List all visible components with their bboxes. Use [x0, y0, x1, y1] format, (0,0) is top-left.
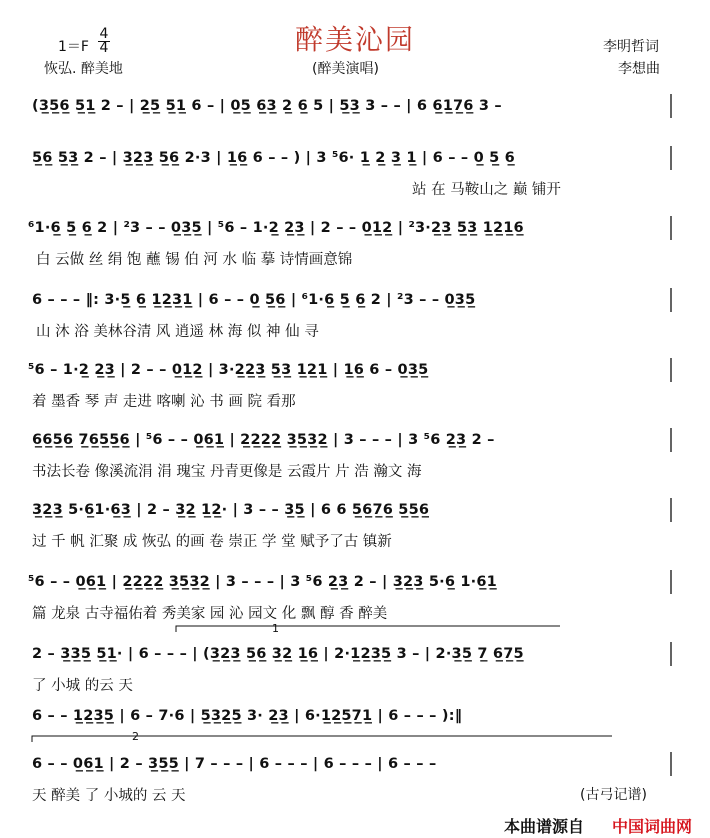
time-signature — [98, 28, 110, 55]
score-line-5-notes: ⁵6 – 1·2̲ 2̲3̲ | 2 – – 0̲1̲2̲ | 3·2̲2̲3̲ 5̲3̲ 1̲2̲1̲ | 1̲6̲ 6 – 0̲3̲5̲ — [28, 362, 429, 378]
time-signature-top: 4 — [99, 26, 109, 42]
score-line-8-lyrics: 篇 龙泉 古寺福佑着 秀美家 园 沁 园文 化 飘 醇 香 醉美 — [32, 606, 388, 622]
score-line-9-notes: 2 – 3̲3̲5̲ 5̲1̲· | 6 – – – | (3̲2̲3̲ 5̲6̲ 3̲2̲ 1̲6̲ | 2·1̲2̲3̲5̲ 3 – | 2·3̲5̲ 7̲ 6̲7̲5̲ — [32, 646, 524, 662]
time-signature-bottom: 4 — [99, 40, 109, 56]
score-line-3-lyrics: 白 云做 丝 绢 饱 蘸 锡 伯 河 水 临 摹 诗情画意锦 — [36, 252, 353, 268]
score-line-11-notes: 6 – – 0̲6̲1̲ | 2 – 3̲5̲5̲ | 7 – – – | 6 – – – | 6 – – – | 6 – – – — [32, 756, 437, 772]
score-line-11-lyrics: 天 醉美 了 小城的 云 天 — [32, 788, 186, 804]
score-line-8-notes: ⁵6 – – 0̲6̲1̲ | 2̲2̲2̲2̲ 3̲5̲3̲2̲ | 3 – – – | 3 ⁵6 2̲3̲ 2 – | 3̲2̲3̲ 5·6̲ 1·6̲1̲ — [28, 574, 497, 590]
score-line-4-notes: 6 – – – ‖: 3·5̲ 6̲ 1̲2̲3̲1̲ | 6 – – 0̲ 5̲6̲ | ⁶1·6̲ 5̲ 6̲ 2 | ²3 – – 0̲3̲5̲ — [32, 292, 476, 308]
score-line-9-lyrics: 了 小城 的云 天 — [32, 678, 133, 694]
composer: 李想曲 — [618, 61, 660, 77]
score-line-3-notes: ⁶1·6̲ 5̲ 6̲ 2 | ²3 – – 0̲3̲5̲ | ⁵6 – 1·2̲ 2̲3̲ | 2 – – 0̲1̲2̲ | ²3·2̲3̲ 5̲3̲ 1̲2̲1̲6̲ — [28, 220, 524, 236]
score-line-4-lyrics: 山 沐 浴 美林谷清 风 逍遥 林 海 似 神 仙 寻 — [36, 324, 319, 340]
score-line-5-lyrics: 着 墨香 琴 声 走进 喀喇 沁 书 画 院 看那 — [32, 394, 296, 410]
score-line-7-lyrics: 过 千 帆 汇聚 成 恢弘 的画 卷 崇正 学 堂 赋予了古 镇新 — [32, 534, 392, 550]
score-line-1-notes: (3̲5̲6̲ 5̲1̲ 2 – | 2̲5̲ 5̲1̲ 6 – | 0̲5̲ 6̲3̲ 2̲ 6̲ 5 | 5̲3̲ 3 – – | 6 6̲1̲7̲6̲ 3 – — [32, 98, 502, 114]
authors-left: 恢弘. 醉美地 — [44, 61, 123, 77]
score-line-10-notes: 6 – – 1̲2̲3̲5̲ | 6 – 7·6 | 5̲3̲2̲5̲ 3· 2̲3̲ | 6·1̲2̲5̲7̲1̲ | 6 – – – ):‖ — [32, 708, 463, 724]
score-line-2-lyrics: 站 在 马鞍山之 巅 铺开 — [412, 182, 561, 198]
footer-site-link[interactable]: 中国词曲网 — [612, 817, 693, 836]
score-line-6-lyrics: 书法长卷 像溪流涓 涓 瑰宝 丹青更像是 云霞片 片 浩 瀚文 海 — [32, 464, 422, 480]
key-signature: 1＝F — [58, 39, 89, 55]
singer: (醉美演唱) — [312, 61, 379, 77]
score-line-2-notes: 5̲6̲ 5̲3̲ 2 – | 3̲2̲3̲ 5̲6̲ 2·3 | 1̲6̲ 6 – – ) | 3 ⁵6· 1̲ 2̲ 3̲ 1̲ | 6 – – 0̲ 5̲ 6̲ — [32, 150, 515, 166]
song-title: 醉美沁园 — [294, 23, 415, 56]
volta-1-number: 1 — [272, 622, 279, 635]
transcriber-credit: (古弓记谱) — [580, 787, 647, 803]
footer-source-label: 本曲谱源自 — [504, 817, 585, 836]
score-line-6-notes: 6̲6̲5̲6̲ 7̲6̲5̲5̲6̲ | ⁵6 – – 0̲6̲1̲ | 2̲2̲2̲2̲ 3̲5̲3̲2̲ | 3 – – – | 3 ⁵6 2̲3̲ 2 – — [32, 432, 495, 448]
lyricist: 李明哲词 — [603, 39, 659, 55]
score-line-7-notes: 3̲2̲3̲ 5·6̲1·6̲3̲ | 2 – 3̲2̲ 1̲2̲· | 3 – – 3̲5̲ | 6 6 5̲6̲7̲6̲ 5̲5̲6̲ — [32, 502, 430, 518]
volta-2-number: 2 — [132, 730, 139, 743]
